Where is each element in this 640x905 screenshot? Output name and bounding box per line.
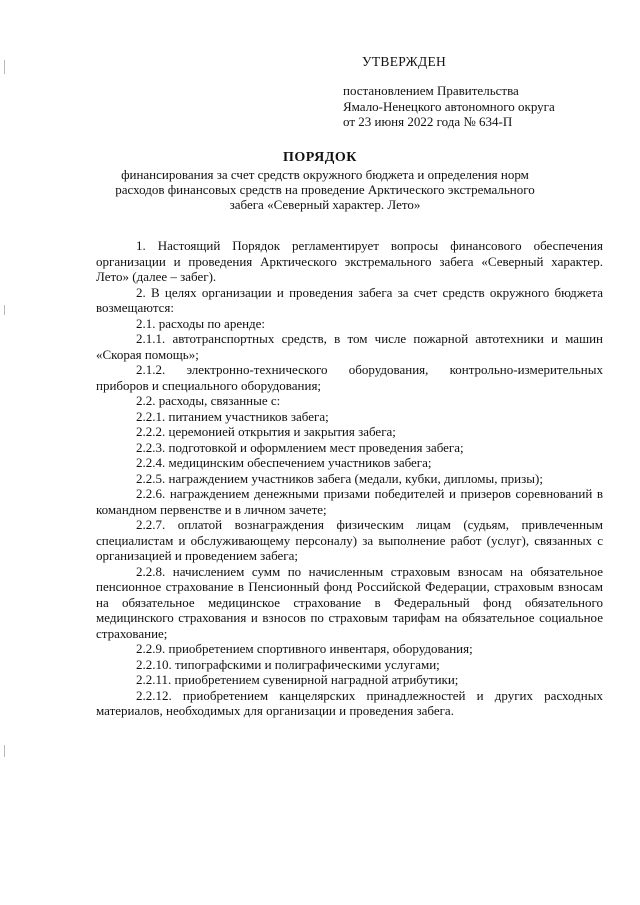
paragraph-2-2-6: 2.2.6. награждением денежными призами победителей и призеров соревнований в командном первенстве и в личном зачете; — [96, 486, 603, 517]
paragraph-2-1-2: 2.1.2. электронно-технического оборудования, контрольно-измерительных приборов и специального оборудования; — [96, 362, 603, 393]
decree-line: от 23 июня 2022 года № 634-П — [343, 114, 513, 129]
paragraph-1: 1. Настоящий Порядок регламентирует вопросы финансового обеспечения организации и проведения Арктического экстремального забега «Северный характер. Лето» (далее – забег). — [96, 238, 603, 284]
scan-edge-mark — [4, 60, 5, 74]
scan-edge-mark — [4, 305, 5, 315]
paragraph-2-2-7: 2.2.7. оплатой вознаграждения физическим лицам (судьям, привлеченным специалистам и обслуживающему персоналу) за выполнение работ (услуг), связанных с организацией и проведением забега; — [96, 517, 603, 563]
paragraph-2-2-2: 2.2.2. церемонией открытия и закрытия забега; — [136, 424, 396, 439]
approval-decree — [343, 83, 555, 130]
paragraph-2-1-1: 2.1.1. автотранспортных средств, в том числе пожарной автотехники и машин «Скорая помощь»; — [96, 331, 603, 362]
paragraph-2: 2. В целях организации и проведения забега за счет средств окружного бюджета возмещаются: — [96, 284, 603, 315]
paragraph-2-2-12: 2.2.12. приобретением канцелярских принадлежностей и других расходных материалов, необходимых для организации и проведения забега. — [96, 687, 603, 718]
document-body — [96, 238, 603, 719]
paragraph-2-2-4: 2.2.4. медицинским обеспечением участников забега; — [136, 455, 432, 470]
paragraph-2-2: 2.2. расходы, связанные с: — [136, 393, 281, 408]
paragraph-2-2-8: 2.2.8. начислением сумм по начисленным страховым взносам на обязательное пенсионное страхование в Пенсионный фонд Российской Федерации, страховым взносам на обязательное медицинское страхование в Федеральный фонд обязательного медицинского страхования и взносов по страховым тарифам на обязательное социальное страхование; — [96, 563, 603, 641]
paragraph-2-2-11: 2.2.11. приобретением сувенирной наградной атрибутики; — [136, 672, 459, 687]
decree-line: постановлением Правительства — [343, 83, 519, 98]
scan-edge-mark — [4, 745, 5, 757]
paragraph-2-2-10: 2.2.10. типографскими и полиграфическими услугами; — [136, 656, 440, 672]
paragraph-2-2-1: 2.2.1. питанием участников забега; — [136, 408, 329, 424]
paragraph-2-2-9: 2.2.9. приобретением спортивного инвентаря, оборудования; — [136, 641, 473, 656]
decree-line: Ямало-Ненецкого автономного округа — [343, 98, 555, 114]
approval-heading: УТВЕРЖДЕН — [362, 54, 447, 69]
document-subtitle: финансирования за счет средств окружного бюджета и определения норм расходов финансовых средств на проведение Арктического экстремального забега «Северный характер. Лето» — [115, 167, 535, 213]
paragraph-2-2-5: 2.2.5. награждением участников забега (медали, кубки, дипломы, призы); — [136, 470, 543, 486]
paragraph-2-2-3: 2.2.3. подготовкой и оформлением мест проведения забега; — [136, 439, 464, 455]
paragraph-2-1: 2.1. расходы по аренде: — [136, 315, 266, 331]
document-title: ПОРЯДОК — [283, 150, 357, 165]
